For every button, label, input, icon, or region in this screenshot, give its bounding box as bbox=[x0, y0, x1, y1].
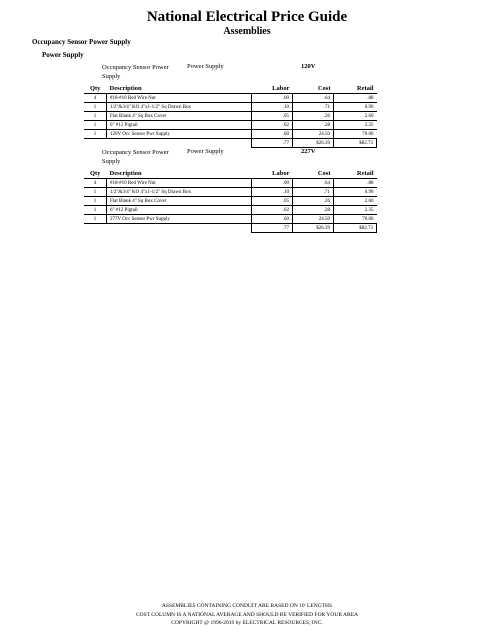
table-header-row bbox=[84, 84, 377, 94]
cell-retail: 2.60 bbox=[334, 112, 377, 121]
cell-cost: .28 bbox=[293, 206, 334, 215]
cell-labor: .05 bbox=[252, 112, 293, 121]
table-row bbox=[84, 179, 377, 188]
cell-retail: .88 bbox=[334, 179, 377, 188]
table-row bbox=[84, 197, 377, 206]
cell-labor: .60 bbox=[252, 215, 293, 224]
table-row bbox=[84, 121, 377, 130]
cell-qty: 1 bbox=[84, 103, 107, 112]
cell-qty: 1 bbox=[84, 121, 107, 130]
cell-qty: 1 bbox=[84, 112, 107, 121]
cell-retail: 2.60 bbox=[334, 197, 377, 206]
cell-description: 1/2"&3/4" KO 4"x1-1/2" Sq Drawn Box bbox=[107, 188, 252, 197]
assembly-type: Power Supply bbox=[187, 148, 224, 155]
assembly-table bbox=[84, 84, 377, 148]
assembly-voltage: 120V bbox=[301, 63, 316, 70]
cell-description: 6" #12 Pigtail bbox=[107, 121, 252, 130]
cell-labor: .02 bbox=[252, 206, 293, 215]
cell-retail: 70.00 bbox=[334, 130, 377, 139]
cell-description: #18-#10 Red Wire Nut bbox=[107, 179, 252, 188]
cell-description: 120V Occ Sensor Pwr Supply bbox=[107, 130, 252, 139]
cell-retail: 6.90 bbox=[334, 188, 377, 197]
cell-cost: .26 bbox=[293, 112, 334, 121]
cell-labor: .10 bbox=[252, 103, 293, 112]
totals-row bbox=[84, 139, 377, 148]
cell-retail: 6.90 bbox=[334, 103, 377, 112]
cell-retail: 70.00 bbox=[334, 215, 377, 224]
cell-retail: .88 bbox=[334, 94, 377, 103]
totals-row bbox=[84, 224, 377, 233]
table-row bbox=[84, 188, 377, 197]
col-description: Description bbox=[109, 170, 142, 177]
cell-qty: 4 bbox=[84, 94, 107, 103]
assembly-table bbox=[84, 169, 377, 233]
cell-qty: 1 bbox=[84, 197, 107, 206]
assembly-type: Power Supply bbox=[187, 63, 224, 70]
cell-qty: 1 bbox=[84, 188, 107, 197]
cell-cost: 24.50 bbox=[293, 130, 334, 139]
total-labor: .77 bbox=[252, 139, 293, 148]
col-retail: Retail bbox=[356, 85, 374, 92]
cell-qty: 1 bbox=[84, 215, 107, 224]
page-subtitle: Assemblies bbox=[223, 26, 271, 37]
footer-line: ASSEMBLIES CONTAINING CONDUIT ARE BASED ON 10' LENGTHS bbox=[161, 603, 333, 609]
cell-qty: 4 bbox=[84, 179, 107, 188]
cell-labor: .02 bbox=[252, 121, 293, 130]
col-description: Description bbox=[109, 85, 142, 92]
assembly-header bbox=[102, 148, 402, 170]
col-cost: Cost bbox=[317, 170, 331, 177]
assembly-voltage: 227V bbox=[301, 148, 316, 155]
table-header-row bbox=[84, 169, 377, 179]
table-row bbox=[84, 103, 377, 112]
cell-cost: 24.50 bbox=[293, 215, 334, 224]
table-row bbox=[84, 206, 377, 215]
cell-description: 277V Occ Sensor Pwr Supply bbox=[107, 215, 252, 224]
cell-labor: .05 bbox=[252, 197, 293, 206]
total-cost: $26.39 bbox=[293, 139, 334, 148]
cell-labor: .00 bbox=[252, 179, 293, 188]
cell-cost: .71 bbox=[293, 188, 334, 197]
assembly-block bbox=[90, 148, 402, 231]
table-row bbox=[84, 112, 377, 121]
assembly-header bbox=[102, 63, 402, 85]
cell-retail: 2.35 bbox=[334, 121, 377, 130]
page-title: National Electrical Price Guide bbox=[146, 9, 348, 25]
cell-description: 1/2"&3/4" KO 4"x1-1/2" Sq Drawn Box bbox=[107, 103, 252, 112]
table-row bbox=[84, 215, 377, 224]
assembly-name: Occupancy Sensor Power Supply bbox=[102, 149, 169, 165]
total-cost: $26.39 bbox=[293, 224, 334, 233]
cell-cost: .64 bbox=[293, 179, 334, 188]
col-qty: Qty bbox=[90, 170, 101, 177]
footer-line: COPYRIGHT @ 1996-2019 by ELECTRICAL RESOURCES, INC. bbox=[171, 620, 323, 626]
col-labor: Labor bbox=[272, 170, 290, 177]
total-retail: $82.73 bbox=[334, 139, 377, 148]
cell-qty: 1 bbox=[84, 206, 107, 215]
col-qty: Qty bbox=[90, 85, 101, 92]
section-heading: Power Supply bbox=[42, 51, 84, 59]
table-row bbox=[84, 130, 377, 139]
table-row bbox=[84, 94, 377, 103]
cell-labor: .00 bbox=[252, 94, 293, 103]
cell-cost: .28 bbox=[293, 121, 334, 130]
cell-qty: 1 bbox=[84, 130, 107, 139]
cell-description: #18-#10 Red Wire Nut bbox=[107, 94, 252, 103]
cell-labor: .60 bbox=[252, 130, 293, 139]
footer-line: COST COLUMN IS A NATIONAL AVERAGE AND SHOULD BE VERIFIED FOR YOUR AREA bbox=[135, 612, 359, 618]
assembly-name: Occupancy Sensor Power Supply bbox=[102, 64, 169, 80]
cell-cost: .71 bbox=[293, 103, 334, 112]
cell-description: Flat Blank 4" Sq Box Cover bbox=[107, 197, 252, 206]
cell-cost: .26 bbox=[293, 197, 334, 206]
assembly-block bbox=[90, 63, 402, 146]
cell-cost: .64 bbox=[293, 94, 334, 103]
category-heading: Occupancy Sensor Power Supply bbox=[32, 38, 131, 46]
col-retail: Retail bbox=[356, 170, 374, 177]
col-cost: Cost bbox=[317, 85, 331, 92]
cell-retail: 2.35 bbox=[334, 206, 377, 215]
cell-labor: .10 bbox=[252, 188, 293, 197]
cell-description: 6" #12 Pigtail bbox=[107, 206, 252, 215]
total-retail: $82.73 bbox=[334, 224, 377, 233]
total-labor: .77 bbox=[252, 224, 293, 233]
cell-description: Flat Blank 4" Sq Box Cover bbox=[107, 112, 252, 121]
col-labor: Labor bbox=[272, 85, 290, 92]
